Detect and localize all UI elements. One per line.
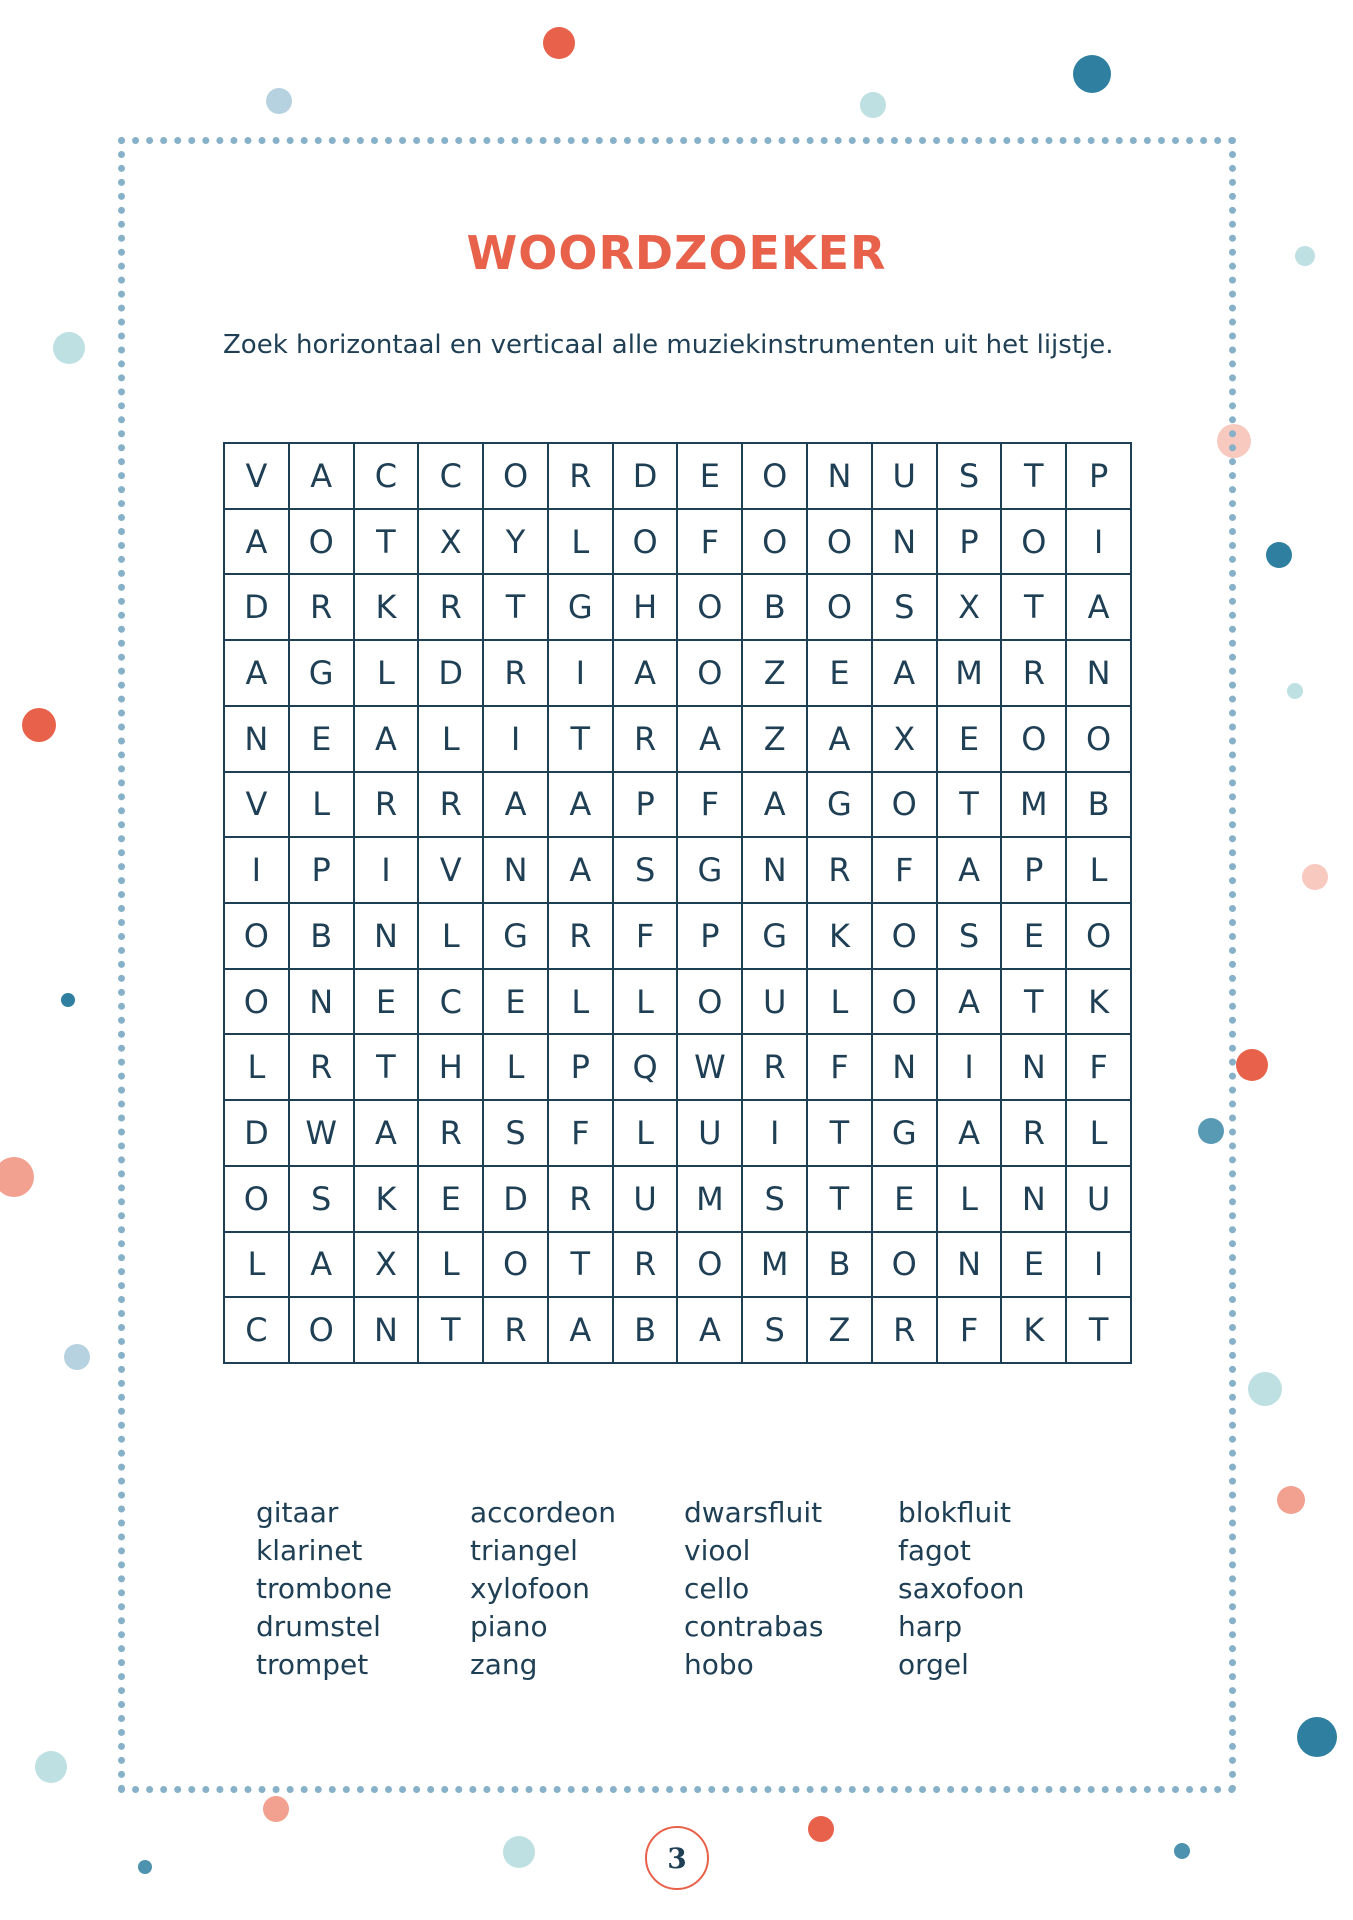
grid-cell[interactable]: G [548, 574, 613, 640]
grid-cell[interactable]: X [418, 509, 483, 575]
grid-cell[interactable]: G [742, 903, 807, 969]
grid-cell[interactable]: U [1066, 1166, 1131, 1232]
instruction-text: Zoek horizontaal en verticaal alle muziekinstrumenten uit het lijstje. [223, 330, 1114, 360]
word-list-item: klarinet [256, 1534, 363, 1567]
grid-cell[interactable]: R [289, 574, 354, 640]
grid-cell[interactable]: N [354, 903, 419, 969]
grid-cell[interactable]: C [224, 1297, 289, 1363]
grid-cell[interactable]: A [548, 837, 613, 903]
grid-cell[interactable]: P [548, 1034, 613, 1100]
grid-cell[interactable]: R [483, 1297, 548, 1363]
grid-cell[interactable]: A [289, 1232, 354, 1298]
grid-cell[interactable]: T [807, 1100, 872, 1166]
grid-cell[interactable]: B [289, 903, 354, 969]
grid-cell[interactable]: K [354, 574, 419, 640]
grid-cell[interactable]: T [1066, 1297, 1131, 1363]
decor-dot [1248, 1372, 1282, 1406]
grid-cell[interactable]: O [289, 1297, 354, 1363]
grid-cell[interactable]: T [1001, 574, 1066, 640]
word-list-item: xylofoon [470, 1572, 590, 1605]
grid-cell[interactable]: O [872, 903, 937, 969]
decor-dot [263, 1796, 289, 1822]
grid-cell[interactable]: B [1066, 772, 1131, 838]
grid-cell[interactable]: N [1001, 1034, 1066, 1100]
grid-cell[interactable]: V [224, 443, 289, 509]
grid-cell[interactable]: A [548, 1297, 613, 1363]
grid-cell[interactable]: C [418, 443, 483, 509]
grid-cell[interactable]: D [613, 443, 678, 509]
grid-cell[interactable]: I [937, 1034, 1002, 1100]
grid-cell[interactable]: A [354, 1100, 419, 1166]
grid-cell[interactable]: P [613, 772, 678, 838]
grid-cell[interactable]: N [289, 969, 354, 1035]
grid-cell[interactable]: A [937, 969, 1002, 1035]
grid-cell[interactable]: S [872, 574, 937, 640]
grid-cell[interactable]: I [742, 1100, 807, 1166]
grid-cell[interactable]: E [1001, 1232, 1066, 1298]
grid-cell[interactable]: L [418, 1232, 483, 1298]
grid-cell[interactable]: O [807, 574, 872, 640]
grid-cell[interactable]: G [289, 640, 354, 706]
word-list-item: harp [898, 1610, 963, 1643]
grid-cell[interactable]: E [289, 706, 354, 772]
grid-cell[interactable]: E [418, 1166, 483, 1232]
decor-dot [1277, 1486, 1305, 1514]
grid-cell[interactable]: N [937, 1232, 1002, 1298]
grid-cell[interactable]: A [483, 772, 548, 838]
grid-cell[interactable]: A [1066, 574, 1131, 640]
decor-dot [1302, 864, 1328, 890]
decor-dot [808, 1816, 834, 1842]
grid-cell[interactable]: O [224, 1166, 289, 1232]
word-list-column [898, 1494, 1112, 1684]
grid-cell[interactable]: O [224, 903, 289, 969]
grid-cell[interactable]: R [807, 837, 872, 903]
decor-dot [0, 1157, 34, 1197]
grid-cell[interactable]: U [742, 969, 807, 1035]
grid-cell[interactable]: F [1066, 1034, 1131, 1100]
grid-cell[interactable]: X [937, 574, 1002, 640]
grid-cell[interactable]: P [1066, 443, 1131, 509]
decor-dot [1266, 542, 1292, 568]
grid-cell[interactable]: A [872, 640, 937, 706]
word-list-item: trombone [256, 1572, 393, 1605]
grid-cell[interactable]: T [1001, 969, 1066, 1035]
grid-cell[interactable]: S [483, 1100, 548, 1166]
grid-cell[interactable]: T [937, 772, 1002, 838]
grid-cell[interactable]: R [872, 1297, 937, 1363]
grid-cell[interactable]: O [872, 1232, 937, 1298]
word-list-item: triangel [470, 1534, 578, 1567]
grid-cell[interactable]: L [224, 1034, 289, 1100]
grid-cell[interactable]: W [677, 1034, 742, 1100]
grid-cell[interactable]: A [548, 772, 613, 838]
grid-cell[interactable]: R [548, 903, 613, 969]
grid-cell[interactable]: H [613, 574, 678, 640]
grid-cell[interactable]: G [483, 903, 548, 969]
word-list-item: fagot [898, 1534, 971, 1567]
grid-cell[interactable]: P [937, 509, 1002, 575]
grid-cell[interactable]: I [354, 837, 419, 903]
decor-dot [138, 1860, 152, 1874]
grid-cell[interactable]: L [613, 969, 678, 1035]
grid-cell[interactable]: U [872, 443, 937, 509]
grid-cell[interactable]: U [677, 1100, 742, 1166]
grid-cell[interactable]: O [1066, 706, 1131, 772]
word-list-item: saxofoon [898, 1572, 1025, 1605]
grid-cell[interactable]: O [224, 969, 289, 1035]
grid-cell[interactable]: X [872, 706, 937, 772]
grid-cell[interactable]: R [418, 1100, 483, 1166]
word-list-item: hobo [684, 1648, 754, 1681]
grid-cell[interactable]: N [1066, 640, 1131, 706]
word-list-item: cello [684, 1572, 750, 1605]
grid-cell[interactable]: B [742, 574, 807, 640]
grid-cell[interactable]: L [418, 903, 483, 969]
grid-cell[interactable]: F [872, 837, 937, 903]
decor-dot [53, 332, 85, 364]
grid-cell[interactable]: F [613, 903, 678, 969]
grid-cell[interactable]: M [742, 1232, 807, 1298]
grid-cell[interactable]: M [677, 1166, 742, 1232]
grid-cell[interactable]: P [1001, 837, 1066, 903]
word-list-item: orgel [898, 1648, 969, 1681]
grid-cell[interactable]: L [224, 1232, 289, 1298]
word-list-item: blokfluit [898, 1496, 1012, 1529]
grid-cell[interactable]: M [937, 640, 1002, 706]
grid-cell[interactable]: L [807, 969, 872, 1035]
grid-cell[interactable]: U [613, 1166, 678, 1232]
grid-cell[interactable]: R [548, 443, 613, 509]
grid-cell[interactable]: N [224, 706, 289, 772]
grid-cell[interactable]: N [742, 837, 807, 903]
grid-cell[interactable]: K [1001, 1297, 1066, 1363]
grid-cell[interactable]: K [807, 903, 872, 969]
grid-cell[interactable]: O [289, 509, 354, 575]
grid-cell[interactable]: K [1066, 969, 1131, 1035]
grid-cell[interactable]: O [807, 509, 872, 575]
grid-cell[interactable]: A [677, 1297, 742, 1363]
decor-dot [860, 92, 886, 118]
grid-cell[interactable]: O [742, 509, 807, 575]
grid-cell[interactable]: G [677, 837, 742, 903]
word-list-item: viool [684, 1534, 751, 1567]
grid-cell[interactable]: A [224, 509, 289, 575]
grid-cell[interactable]: K [354, 1166, 419, 1232]
grid-cell[interactable]: L [418, 706, 483, 772]
grid-cell[interactable]: B [613, 1297, 678, 1363]
grid-cell[interactable]: O [483, 1232, 548, 1298]
grid-cell[interactable]: T [807, 1166, 872, 1232]
grid-cell[interactable]: N [872, 1034, 937, 1100]
grid-cell[interactable]: O [677, 969, 742, 1035]
grid-cell[interactable]: D [418, 640, 483, 706]
page-title: WOORDZOEKER [466, 226, 887, 280]
word-list-item: trompet [256, 1648, 369, 1681]
word-list [256, 1494, 1116, 1684]
decor-dot [35, 1751, 67, 1783]
grid-cell[interactable]: I [548, 640, 613, 706]
word-list-item: gitaar [256, 1496, 339, 1529]
grid-cell[interactable]: O [872, 969, 937, 1035]
grid-cell[interactable]: R [418, 574, 483, 640]
grid-cell[interactable]: R [613, 1232, 678, 1298]
word-list-item: zang [470, 1648, 538, 1681]
grid-cell[interactable]: V [418, 837, 483, 903]
grid-cell[interactable]: T [548, 1232, 613, 1298]
grid-cell[interactable]: S [937, 443, 1002, 509]
grid-cell[interactable]: R [418, 772, 483, 838]
grid-cell[interactable]: I [1066, 1232, 1131, 1298]
word-list-item: drumstel [256, 1610, 381, 1643]
grid-cell[interactable]: N [872, 509, 937, 575]
grid-cell[interactable]: L [548, 969, 613, 1035]
grid-cell[interactable]: C [354, 443, 419, 509]
grid-cell[interactable]: I [1066, 509, 1131, 575]
grid-cell[interactable]: F [807, 1034, 872, 1100]
grid-cell[interactable]: L [354, 640, 419, 706]
grid-cell[interactable]: Q [613, 1034, 678, 1100]
grid-cell[interactable]: M [1001, 772, 1066, 838]
decor-dot [1174, 1843, 1190, 1859]
grid-cell[interactable]: T [354, 509, 419, 575]
grid-cell[interactable]: R [742, 1034, 807, 1100]
grid-cell[interactable]: S [937, 903, 1002, 969]
grid-cell[interactable]: O [483, 443, 548, 509]
grid-cell[interactable]: T [418, 1297, 483, 1363]
grid-cell[interactable]: T [483, 574, 548, 640]
grid-cell[interactable]: O [613, 509, 678, 575]
grid-cell[interactable]: O [1066, 903, 1131, 969]
grid-cell[interactable]: R [1001, 640, 1066, 706]
grid-cell[interactable]: N [1001, 1166, 1066, 1232]
grid-cell[interactable]: R [548, 1166, 613, 1232]
grid-cell[interactable]: A [613, 640, 678, 706]
grid-cell[interactable]: C [418, 969, 483, 1035]
decor-dot [503, 1836, 535, 1868]
grid-cell[interactable]: S [742, 1166, 807, 1232]
word-list-column [256, 1494, 470, 1684]
grid-cell[interactable]: B [807, 1232, 872, 1298]
grid-cell[interactable]: L [1066, 1100, 1131, 1166]
grid-cell[interactable]: R [1001, 1100, 1066, 1166]
grid-cell[interactable]: H [418, 1034, 483, 1100]
grid-cell[interactable]: O [742, 443, 807, 509]
grid-cell[interactable]: F [677, 509, 742, 575]
word-list-item: accordeon [470, 1496, 616, 1529]
grid-cell[interactable]: N [354, 1297, 419, 1363]
word-list-column [684, 1494, 898, 1684]
grid-cell[interactable]: D [224, 1100, 289, 1166]
grid-cell[interactable]: A [354, 706, 419, 772]
decor-dot [1236, 1049, 1268, 1081]
grid-cell[interactable]: A [742, 772, 807, 838]
grid-cell[interactable]: O [1001, 509, 1066, 575]
grid-cell[interactable]: L [1066, 837, 1131, 903]
grid-cell[interactable]: R [483, 640, 548, 706]
decor-dot [1287, 683, 1303, 699]
word-list-item: piano [470, 1610, 548, 1643]
grid-cell[interactable]: O [872, 772, 937, 838]
decor-dot [1297, 1717, 1337, 1757]
grid-cell[interactable]: E [807, 640, 872, 706]
decor-dot [266, 88, 292, 114]
grid-cell[interactable]: D [224, 574, 289, 640]
word-list-item: contrabas [684, 1610, 824, 1643]
word-search-grid [223, 442, 1132, 1364]
grid-cell[interactable]: Z [742, 640, 807, 706]
grid-cell[interactable]: L [613, 1100, 678, 1166]
grid-cell[interactable]: F [937, 1297, 1002, 1363]
grid-cell[interactable]: S [289, 1166, 354, 1232]
grid-cell[interactable]: S [613, 837, 678, 903]
grid-cell[interactable]: E [937, 706, 1002, 772]
grid-cell[interactable]: F [677, 772, 742, 838]
grid-cell[interactable]: E [1001, 903, 1066, 969]
grid-cell[interactable]: Z [742, 706, 807, 772]
grid-cell[interactable]: O [677, 1232, 742, 1298]
grid-cell[interactable]: N [807, 443, 872, 509]
grid-cell[interactable]: O [677, 574, 742, 640]
grid-cell[interactable]: A [937, 1100, 1002, 1166]
grid-cell[interactable]: E [354, 969, 419, 1035]
decor-dot [543, 27, 575, 59]
grid-cell[interactable]: E [483, 969, 548, 1035]
grid-cell[interactable]: P [289, 837, 354, 903]
grid-cell[interactable]: L [483, 1034, 548, 1100]
grid-cell[interactable]: I [483, 706, 548, 772]
grid-cell[interactable]: T [1001, 443, 1066, 509]
grid-cell[interactable]: O [1001, 706, 1066, 772]
grid-cell[interactable]: A [224, 640, 289, 706]
decor-dot [22, 708, 56, 742]
decor-dot [61, 993, 75, 1007]
grid-cell[interactable]: E [872, 1166, 937, 1232]
word-list-item: dwarsfluit [684, 1496, 823, 1529]
grid-cell[interactable]: P [677, 903, 742, 969]
decor-dot [1073, 55, 1111, 93]
grid-cell[interactable]: N [483, 837, 548, 903]
grid-cell[interactable]: R [354, 772, 419, 838]
word-list-column [470, 1494, 684, 1684]
grid-cell[interactable]: L [548, 509, 613, 575]
grid-cell[interactable]: T [548, 706, 613, 772]
grid-cell[interactable]: V [224, 772, 289, 838]
grid-cell[interactable]: A [677, 706, 742, 772]
grid-cell[interactable]: S [742, 1297, 807, 1363]
grid-cell[interactable]: A [289, 443, 354, 509]
grid-cell[interactable]: O [677, 640, 742, 706]
grid-cell[interactable]: R [613, 706, 678, 772]
grid-cell[interactable]: A [937, 837, 1002, 903]
grid-cell[interactable]: F [548, 1100, 613, 1166]
grid-cell[interactable]: A [807, 706, 872, 772]
grid-cell[interactable]: D [483, 1166, 548, 1232]
grid-cell[interactable]: Y [483, 509, 548, 575]
grid-cell[interactable]: G [807, 772, 872, 838]
grid-cell[interactable]: G [872, 1100, 937, 1166]
page-number: 3 [645, 1826, 709, 1890]
grid-cell[interactable]: L [937, 1166, 1002, 1232]
decor-dot [64, 1344, 90, 1370]
grid-cell[interactable]: T [354, 1034, 419, 1100]
grid-cell[interactable]: I [224, 837, 289, 903]
grid-cell[interactable]: Z [807, 1297, 872, 1363]
grid-cell[interactable]: R [289, 1034, 354, 1100]
grid-cell[interactable]: X [354, 1232, 419, 1298]
grid-cell[interactable]: E [677, 443, 742, 509]
grid-cell[interactable]: W [289, 1100, 354, 1166]
grid-cell[interactable]: L [289, 772, 354, 838]
